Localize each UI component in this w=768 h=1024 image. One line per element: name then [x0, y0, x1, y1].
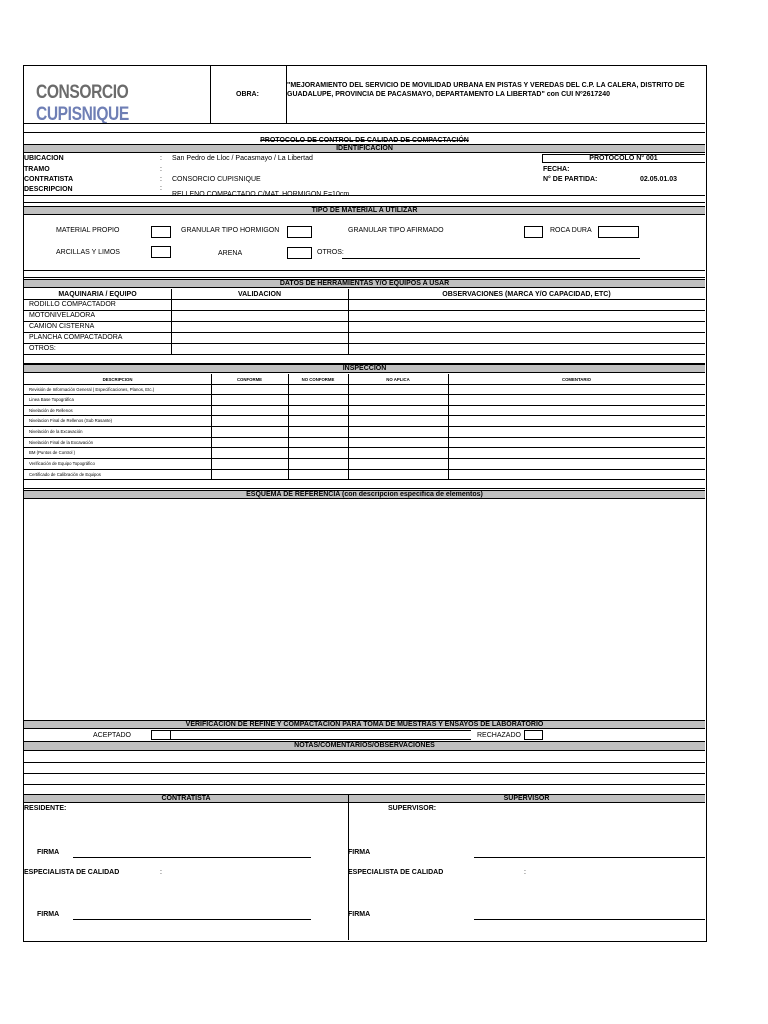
aceptado-label: ACEPTADO — [93, 732, 131, 739]
especialista-label: ESPECIALISTA DE CALIDAD — [348, 869, 444, 876]
rechazado-label: RECHAZADO — [477, 732, 521, 739]
supervisor-label: SUPERVISOR: — [388, 805, 437, 812]
obra-line1: "MEJORAMIENTO DEL SERVICIO DE MOVILIDAD URBANA EN PISTAS Y VEREDAS DEL C.P. LA CALERA, DISTRITO DE — [287, 82, 685, 89]
arena-checkbox[interactable] — [287, 247, 312, 259]
inspeccion-row: Certificado de Calibración de Equipos — [29, 472, 101, 477]
partida-label: N° DE PARTIDA: — [543, 176, 598, 183]
verificacion-field[interactable] — [171, 730, 471, 740]
especialista-colon: : — [524, 869, 526, 876]
col-comentario: COMENTARIO — [561, 377, 592, 382]
residente-label: RESIDENTE: — [24, 805, 67, 812]
inspeccion-row: BM (Puntos de Control ) — [29, 450, 76, 455]
obra-label: OBRA: — [236, 91, 259, 98]
contratista-colon: : — [160, 176, 162, 183]
protocol-title: PROTOCOLO DE CONTROL DE CALIDAD DE COMPACTACIÓN — [260, 137, 469, 144]
col-no-aplica: NO APLICA — [386, 377, 410, 382]
equipo-row: OTROS: — [29, 345, 56, 352]
logo-part1: CONSORCIO — [36, 82, 129, 103]
protocolo-number: PROTOCOLO N° 001 — [589, 155, 658, 162]
col-no-conforme: NO CONFORME — [301, 377, 335, 382]
especialista-colon: : — [160, 869, 162, 876]
col-descripcion: DESCRIPCION — [102, 377, 133, 382]
supervisor-especialista-firma-line[interactable] — [474, 919, 705, 920]
roca-dura-checkbox[interactable] — [598, 226, 639, 238]
logo — [36, 82, 216, 125]
obra-description — [287, 82, 705, 99]
identificacion-header: IDENTIFICACION — [24, 144, 705, 153]
rechazado-checkbox[interactable] — [524, 730, 543, 740]
inspeccion-row: Nivelacion Final de Rellenos (Sub Rasante) — [29, 418, 113, 423]
notas-line[interactable] — [24, 773, 705, 774]
contratista-firma-line[interactable] — [73, 857, 311, 858]
tramo-colon: : — [160, 166, 162, 173]
firma-label: FIRMA — [37, 849, 60, 856]
supervisor-firma-line[interactable] — [474, 857, 705, 858]
equipo-row: CAMION CISTERNA — [29, 323, 95, 330]
equipo-row: RODILLO COMPACTADOR — [29, 301, 116, 308]
descripcion-colon: : — [160, 185, 162, 192]
equipo-row: MOTONIVELADORA — [29, 312, 95, 319]
granular-hormigon-label: GRANULAR TIPO HORMIGON — [181, 227, 280, 234]
otros-material-label: OTROS: — [317, 249, 344, 256]
contratista-label: CONTRATISTA — [24, 176, 74, 183]
granular-hormigon-checkbox[interactable] — [287, 226, 312, 238]
arcillas-label: ARCILLAS Y LIMOS — [56, 249, 120, 256]
firma-label: FIRMA — [348, 849, 371, 856]
firma-label: FIRMA — [348, 911, 371, 918]
notas-line[interactable] — [24, 784, 705, 785]
inspeccion-header: INSPECCION — [24, 364, 705, 373]
material-header: TIPO DE MATERIAL A UTILIZAR — [24, 206, 705, 215]
equipos-header: DATOS DE HERRAMIENTAS Y/O EQUIPOS A USAR — [24, 279, 705, 288]
material-propio-label: MATERIAL PROPIO — [56, 227, 120, 234]
firma-label: FIRMA — [37, 911, 60, 918]
inspeccion-row: Nivelación de la Excavación — [29, 429, 83, 434]
supervisor-header: SUPERVISOR — [348, 794, 705, 803]
verificacion-header: VERIFICACION DE REFINE Y COMPACTACION PARA TOMA DE MUESTRAS Y ENSAYOS DE LABORATORIO — [24, 720, 705, 729]
aceptado-checkbox[interactable] — [151, 730, 171, 740]
roca-dura-label: ROCA DURA — [550, 227, 592, 234]
inspeccion-row: Verificación de Equipo Topográfico — [29, 461, 95, 466]
col-validacion: VALIDACION — [237, 291, 282, 298]
especialista-label: ESPECIALISTA DE CALIDAD — [24, 869, 120, 876]
inspeccion-row: Nivelación Final de la Excavación — [29, 440, 94, 445]
col-maquinaria: MAQUINARIA / EQUIPO — [58, 291, 137, 298]
material-propio-checkbox[interactable] — [151, 226, 171, 238]
fecha-label: FECHA: — [543, 166, 570, 173]
esquema-area[interactable] — [24, 500, 705, 720]
granular-afirmado-checkbox[interactable] — [524, 226, 543, 238]
otros-material-input[interactable] — [342, 258, 640, 259]
arcillas-checkbox[interactable] — [151, 246, 171, 258]
granular-afirmado-label: GRANULAR TIPO AFIRMADO — [348, 227, 444, 234]
esquema-header: ESQUEMA DE REFERENCIA (con descripcion especifica de elementos) — [24, 490, 705, 499]
descripcion-value: RELLENO COMPACTADO C/MAT. HORMIGON E=10cm — [172, 191, 350, 195]
contratista-especialista-firma-line[interactable] — [73, 919, 311, 920]
obra-line2: GUADALUPE, PROVINCIA DE PACASMAYO, DEPARTAMENTO LA LIBERTAD" con CUI Nº2617240 — [287, 90, 610, 98]
ubicacion-colon: : — [160, 155, 162, 162]
notas-line[interactable] — [24, 762, 705, 763]
inspeccion-row: Nivelación de Rellenos — [29, 408, 73, 413]
inspeccion-row: Linea Base Topográfica — [29, 397, 74, 402]
notas-header: NOTAS/COMENTARIOS/OBSERVACIONES — [24, 741, 705, 751]
col-conforme: CONFORME — [236, 377, 263, 382]
col-observaciones: OBSERVACIONES (MARCA Y/O CAPACIDAD, ETC) — [442, 291, 611, 298]
equipo-row: PLANCHA COMPACTADORA — [29, 334, 123, 341]
logo-part2: CUPISNIQUE — [36, 104, 129, 125]
arena-label: ARENA — [218, 250, 243, 257]
partida-value: 02.05.01.03 — [640, 176, 677, 183]
tramo-label: TRAMO — [24, 166, 50, 173]
contratista-value: CONSORCIO CUPISNIQUE — [172, 176, 261, 183]
ubicacion-label: UBICACION — [24, 155, 64, 162]
protocol-form — [23, 65, 707, 942]
ubicacion-value: San Pedro de Lloc / Pacasmayo / La Libertad — [172, 155, 313, 162]
inspeccion-row: Revisión de Información General ( Especificaciones, Planos, Etc.) — [29, 387, 155, 392]
descripcion-label: DESCRIPCION — [24, 186, 73, 193]
contratista-header: CONTRATISTA — [24, 794, 348, 803]
